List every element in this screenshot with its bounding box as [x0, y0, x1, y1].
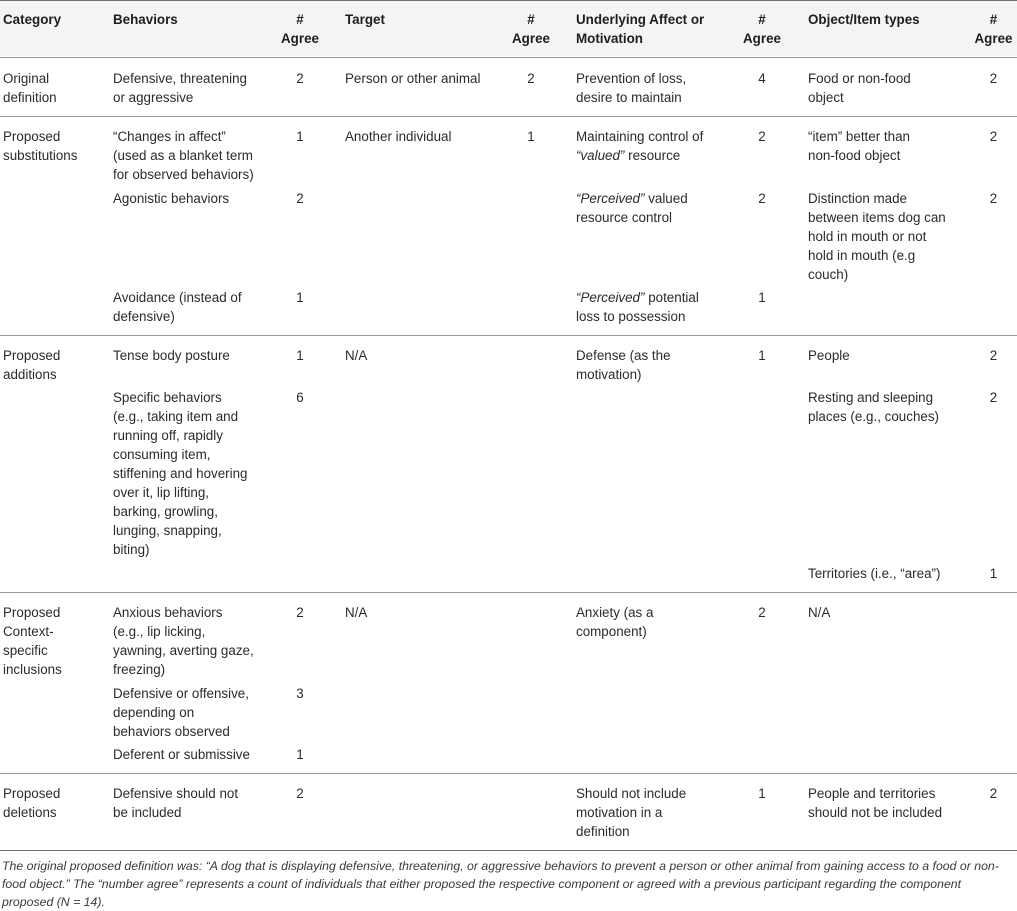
category-deletions: Proposed deletions: [3, 786, 61, 820]
table-rule: [0, 116, 1017, 117]
agree-count: 2: [989, 786, 998, 801]
table-rule: [0, 773, 1017, 774]
header-agree2: # Agree: [512, 12, 550, 46]
table-rule: [0, 0, 1017, 1]
behavior-item: Deferent or submissive: [113, 747, 250, 762]
category-original: Original definition: [3, 71, 57, 105]
header-category: Category: [3, 12, 62, 27]
target-item: Person or other animal: [345, 71, 481, 86]
behavior-item: Defensive should not be included: [113, 786, 239, 820]
agree-count: 2: [989, 71, 998, 86]
agree-count: 1: [296, 290, 304, 305]
agree-count: 2: [989, 390, 998, 405]
table-rule: [0, 592, 1017, 593]
agree-count: 1: [296, 747, 304, 762]
agree-count: 2: [758, 191, 766, 206]
agree-count: 4: [758, 71, 766, 86]
table-rule: [0, 335, 1017, 336]
object-item: People: [808, 348, 850, 363]
header-agree4: # Agree: [974, 12, 1013, 46]
affect-item-post: resource: [624, 148, 681, 163]
behavior-item: Avoidance (instead of defensive): [113, 290, 242, 324]
agree-count: 2: [989, 348, 998, 363]
object-item: Food or non-food object: [808, 71, 911, 105]
behavior-item: Specific behaviors (e.g., taking item and running off, rapidly consuming item, stiffening and hovering over it, lip lifting, barking, growling, lunging, snapping, biting): [113, 390, 248, 557]
agree-count: 2: [296, 605, 304, 620]
category-context: Proposed Context- specific inclusions: [3, 605, 62, 677]
agree-count: 1: [758, 786, 766, 801]
agree-count: 2: [758, 605, 766, 620]
affect-item: Defense (as the motivation): [576, 348, 671, 382]
object-item: Territories (i.e., “area”): [808, 566, 941, 581]
affect-item: Should not include motivation in a definition: [576, 786, 687, 839]
agree-count: 2: [758, 129, 766, 144]
behavior-item: Defensive, threatening or aggressive: [113, 71, 247, 105]
category-substitutions: Proposed substitutions: [3, 129, 78, 163]
affect-item: [576, 127, 736, 165]
target-item: Another individual: [345, 129, 452, 144]
target-item: N/A: [345, 348, 368, 363]
affect-item-em: “valued”: [576, 148, 625, 163]
behavior-item: “Changes in affect” (used as a blanket term for observed behaviors): [113, 129, 254, 182]
header-agree3: # Agree: [743, 12, 781, 46]
agree-count: 2: [527, 71, 535, 86]
behavior-item: Defensive or offensive, depending on behaviors observed: [113, 686, 249, 739]
target-item: N/A: [345, 605, 368, 620]
agree-count: 2: [989, 191, 998, 206]
object-item: “item” better than non-food object: [808, 129, 910, 163]
header-target: Target: [345, 12, 385, 27]
table-rule: [0, 850, 1017, 851]
agree-count: 2: [989, 129, 998, 144]
agree-count: 1: [296, 129, 304, 144]
header-behaviors: Behaviors: [113, 12, 178, 27]
affect-item-pre: Maintaining control of: [576, 129, 704, 144]
object-item: Resting and sleeping places (e.g., couches): [808, 390, 939, 424]
object-item: N/A: [808, 605, 831, 620]
object-item: People and territories should not be included: [808, 786, 943, 820]
header-agree1: # Agree: [281, 12, 319, 46]
agree-count: 1: [527, 129, 535, 144]
agree-count: 1: [989, 566, 998, 581]
affect-item: [576, 288, 736, 326]
table-rule: [0, 57, 1017, 58]
behavior-item: Anxious behaviors (e.g., lip licking, yawning, averting gaze, freezing): [113, 605, 254, 677]
behavior-item: Agonistic behaviors: [113, 191, 230, 206]
affect-item: [576, 189, 736, 227]
table-footnote: The original proposed definition was: “A dog that is displaying defensive, threatening, or aggressive behaviors to prevent a person or other animal from gaining access to a food or non-food object.” The “number agree” represents a count of individuals that either proposed the respective component or agreed with a previous participant regarding the component proposed (N = 14).: [2, 859, 999, 909]
affect-item-post: valued resource control: [576, 191, 688, 225]
agree-count: 6: [296, 390, 304, 405]
agree-count: 1: [758, 290, 766, 305]
agree-count: 2: [296, 191, 304, 206]
behavior-item: Tense body posture: [113, 348, 230, 363]
affect-item-post: potential loss to possession: [576, 290, 699, 324]
agree-count: 3: [296, 686, 304, 701]
affect-item: Anxiety (as a component): [576, 605, 654, 639]
category-additions: Proposed additions: [3, 348, 61, 382]
affect-item-em: “Perceived”: [576, 290, 645, 305]
agree-count: 1: [758, 348, 766, 363]
header-objects: Object/Item types: [808, 12, 920, 27]
agree-count: 2: [296, 786, 304, 801]
agree-count: 2: [296, 71, 304, 86]
header-affect: Underlying Affect or Motivation: [576, 12, 705, 46]
agree-count: 1: [296, 348, 304, 363]
affect-item: Prevention of loss, desire to maintain: [576, 71, 687, 105]
affect-item-em: “Perceived”: [576, 191, 645, 206]
object-item: Distinction made between items dog can hold in mouth or not hold in mouth (e.g couch): [808, 191, 946, 282]
